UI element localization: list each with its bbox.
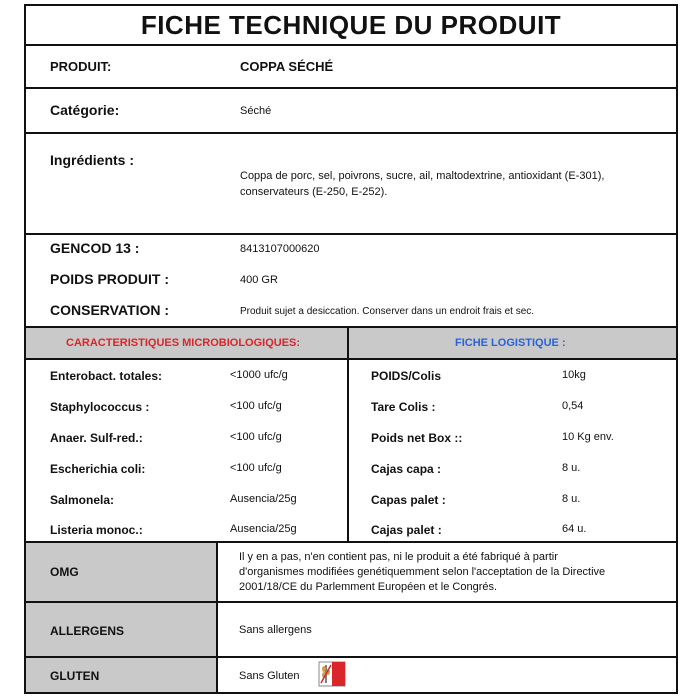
- ingredients-row: [26, 132, 676, 233]
- allergens-label: ALLERGENS: [50, 624, 125, 638]
- omg-line-3: 2001/18/CE du Parlemment Européen et le Congrés.: [239, 581, 498, 593]
- micro-row-value: <100 ufc/g: [230, 431, 282, 443]
- logistique-row-label: Cajas capa :: [371, 462, 442, 476]
- gluten-free-icon: [318, 661, 346, 687]
- omg-line-1: Il y en a pas, n'en contient pas, ni le produit a été fabriqué à partir: [239, 551, 558, 563]
- section-headers: [26, 326, 676, 358]
- micro-row-label: Escherichia coli:: [50, 462, 146, 476]
- logistique-row-value: 8 u.: [562, 462, 581, 474]
- micro-row-label: Salmonela:: [50, 493, 115, 507]
- conservation-value: Produit sujet a desiccation. Conserver dans un endroit frais et sec.: [240, 306, 535, 317]
- produit-value: COPPA SÉCHÉ: [240, 59, 334, 74]
- logistique-row-value: 10kg: [562, 369, 586, 381]
- logistique-row-label: Cajas palet :: [371, 523, 442, 537]
- gluten-row: [26, 656, 676, 692]
- logistique-row-value: 64 u.: [562, 523, 587, 535]
- micro-row-value: <100 ufc/g: [230, 462, 282, 474]
- micro-row-label: Staphylococcus :: [50, 400, 150, 414]
- product-sheet: [24, 4, 678, 694]
- omg-label: OMG: [50, 565, 79, 579]
- conservation-label: CONSERVATION :: [50, 302, 170, 318]
- gencod-label: GENCOD 13 :: [50, 240, 140, 256]
- poids-produit-value: 400 GR: [240, 274, 278, 286]
- allergens-row: [26, 601, 676, 656]
- logistique-row-value: 8 u.: [562, 493, 581, 505]
- micro-row-value: <100 ufc/g: [230, 400, 282, 412]
- specs-table: [26, 358, 676, 541]
- gluten-value: Sans Gluten: [239, 670, 300, 682]
- omg-line-2: d'organismes modifiées genétiquemment selon l'acceptation de la Directive: [239, 566, 606, 578]
- micro-header: CARACTERISTIQUES MICROBIOLOGIQUES:: [66, 337, 301, 349]
- ingredients-label: Ingrédients :: [50, 152, 135, 168]
- logistique-row-label: Poids net Box ::: [371, 431, 463, 445]
- micro-row-label: Listeria monoc.:: [50, 523, 143, 537]
- categorie-row: [26, 87, 676, 132]
- micro-row-value: Ausencia/25g: [230, 493, 297, 505]
- poids-produit-label: POIDS PRODUIT :: [50, 271, 170, 287]
- logistique-row-value: 0,54: [562, 400, 584, 412]
- column-divider: [347, 360, 349, 541]
- omg-row: [26, 541, 676, 601]
- ingredients-line-1: Coppa de porc, sel, poivrons, sucre, ail, maltodextrine, antioxidant (E-301),: [240, 170, 605, 182]
- gencod-value: 8413107000620: [240, 243, 320, 255]
- produit-row: [26, 44, 676, 87]
- logistique-row-value: 10 Kg env.: [562, 431, 614, 443]
- produit-label: PRODUIT:: [50, 59, 112, 74]
- info-block: [26, 233, 676, 326]
- categorie-label: Catégorie:: [50, 102, 120, 118]
- ingredients-line-2: conservateurs (E-250, E-252).: [240, 186, 388, 198]
- logistique-row-label: Capas palet :: [371, 493, 446, 507]
- column-divider: [216, 603, 218, 656]
- micro-row-value: Ausencia/25g: [230, 523, 297, 535]
- logistique-row-label: Tare Colis :: [371, 400, 436, 414]
- column-divider: [216, 543, 218, 601]
- gluten-label: GLUTEN: [50, 669, 100, 683]
- column-divider: [216, 658, 218, 692]
- allergens-value: Sans allergens: [239, 624, 312, 636]
- categorie-value: Séché: [240, 105, 272, 117]
- micro-row-label: Anaer. Sulf-red.:: [50, 431, 143, 445]
- micro-row-label: Enterobact. totales:: [50, 369, 163, 383]
- column-divider: [347, 328, 349, 358]
- page-title: FICHE TECHNIQUE DU PRODUIT: [140, 10, 562, 40]
- logistique-header: FICHE LOGISTIQUE :: [455, 337, 566, 349]
- micro-row-value: <1000 ufc/g: [230, 369, 288, 381]
- logistique-row-label: POIDS/Colis: [371, 369, 442, 383]
